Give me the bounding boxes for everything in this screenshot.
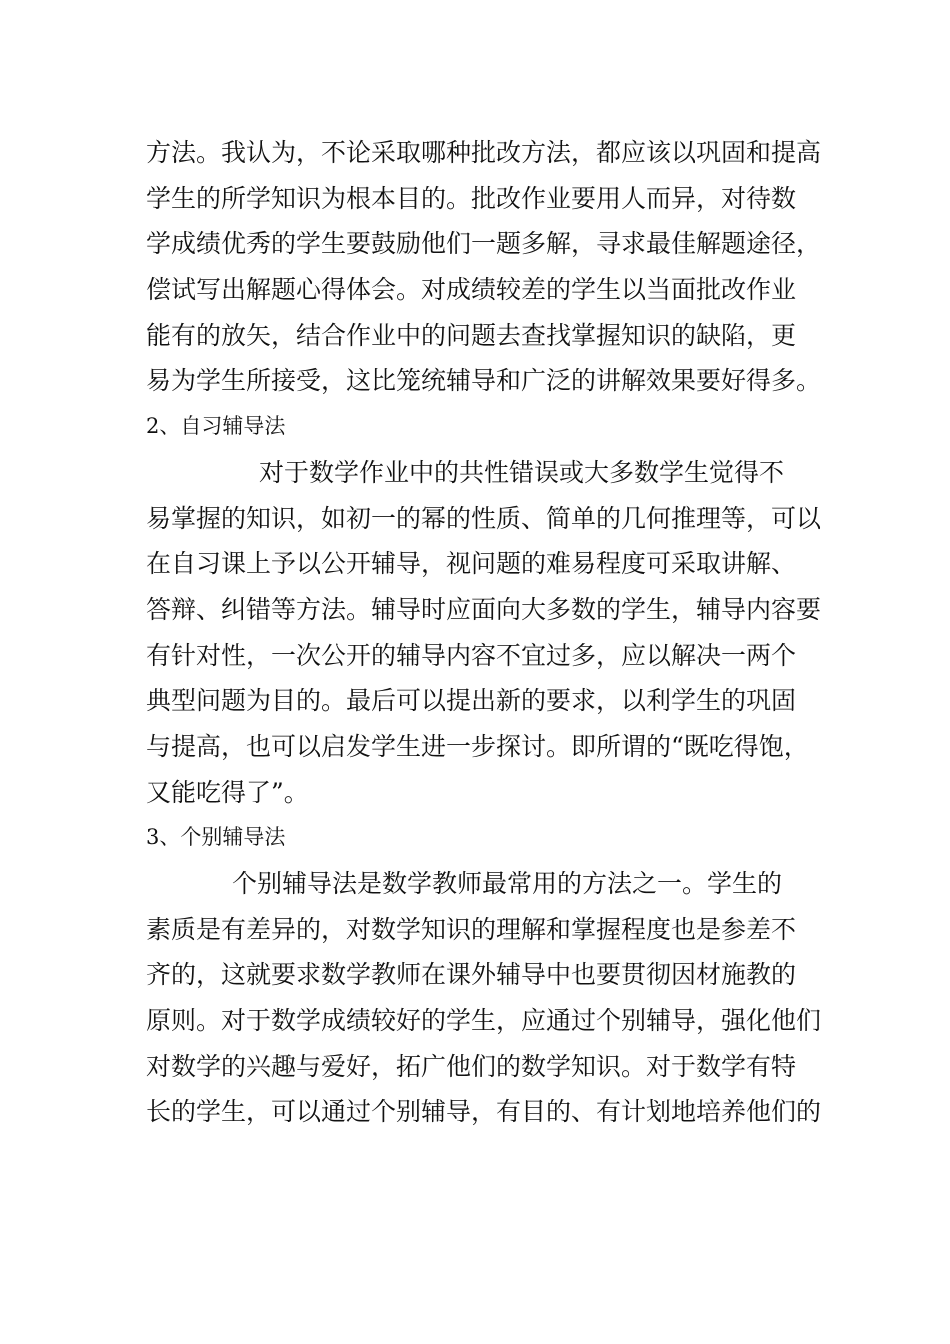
paragraph-line: 与提高，也可以启发学生进一步探讨。即所谓的“既吃得饱， xyxy=(146,731,809,761)
paragraph-line: 齐的，这就要求数学教师在课外辅导中也要贯彻因材施教的 xyxy=(146,960,797,990)
paragraph-line: 在自习课上予以公开辅导，视问题的难易程度可采取讲解、 xyxy=(146,549,797,579)
paragraph-line: 有针对性，一次公开的辅导内容不宜过多，应以解决一两个 xyxy=(146,640,797,670)
paragraph-line: 典型问题为目的。最后可以提出新的要求，以利学生的巩固 xyxy=(146,686,797,716)
paragraph-line: 偿试写出解题心得体会。对成绩较差的学生以当面批改作业 xyxy=(146,275,797,305)
paragraph-line: 个别辅导法是数学教师最常用的方法之一。学生的 xyxy=(232,869,783,898)
paragraph-line: 能有的放矢，结合作业中的问题去查找掌握知识的缺陷，更 xyxy=(146,320,797,350)
paragraph-line: 长的学生，可以通过个别辅导，有目的、有计划地培养他们的 xyxy=(146,1097,822,1127)
paragraph-line: 素质是有差异的，对数学知识的理解和掌握程度也是参差不 xyxy=(146,914,797,944)
paragraph-line: 易掌握的知识，如初一的幂的性质、简单的几何推理等，可以 xyxy=(146,503,822,533)
paragraph-line: 又能吃得了”。 xyxy=(146,777,309,807)
paragraph-line: 答辩、纠错等方法。辅导时应面向大多数的学生，辅导内容要 xyxy=(146,594,822,624)
paragraph-line: 原则。对于数学成绩较好的学生，应通过个别辅导，强化他们 xyxy=(146,1006,822,1036)
section-heading: 3、个别辅导法 xyxy=(146,825,286,850)
paragraph-line: 学生的所学知识为根本目的。批改作业要用人而异，对待数 xyxy=(146,183,797,213)
paragraph-line: 易为学生所接受，这比笼统辅导和广泛的讲解效果要好得多。 xyxy=(146,366,822,396)
section-heading: 2、自习辅导法 xyxy=(146,414,286,439)
paragraph-line: 方法。我认为，不论采取哪种批改方法，都应该以巩固和提高 xyxy=(146,138,822,167)
paragraph-line: 对于数学作业中的共性错误或大多数学生觉得不 xyxy=(259,457,785,487)
paragraph-line: 学成绩优秀的学生要鼓励他们一题多解，寻求最佳解题途径， xyxy=(146,229,822,259)
paragraph-line: 对数学的兴趣与爱好，拓广他们的数学知识。对于数学有特 xyxy=(146,1051,797,1081)
document-body xyxy=(146,130,836,1135)
